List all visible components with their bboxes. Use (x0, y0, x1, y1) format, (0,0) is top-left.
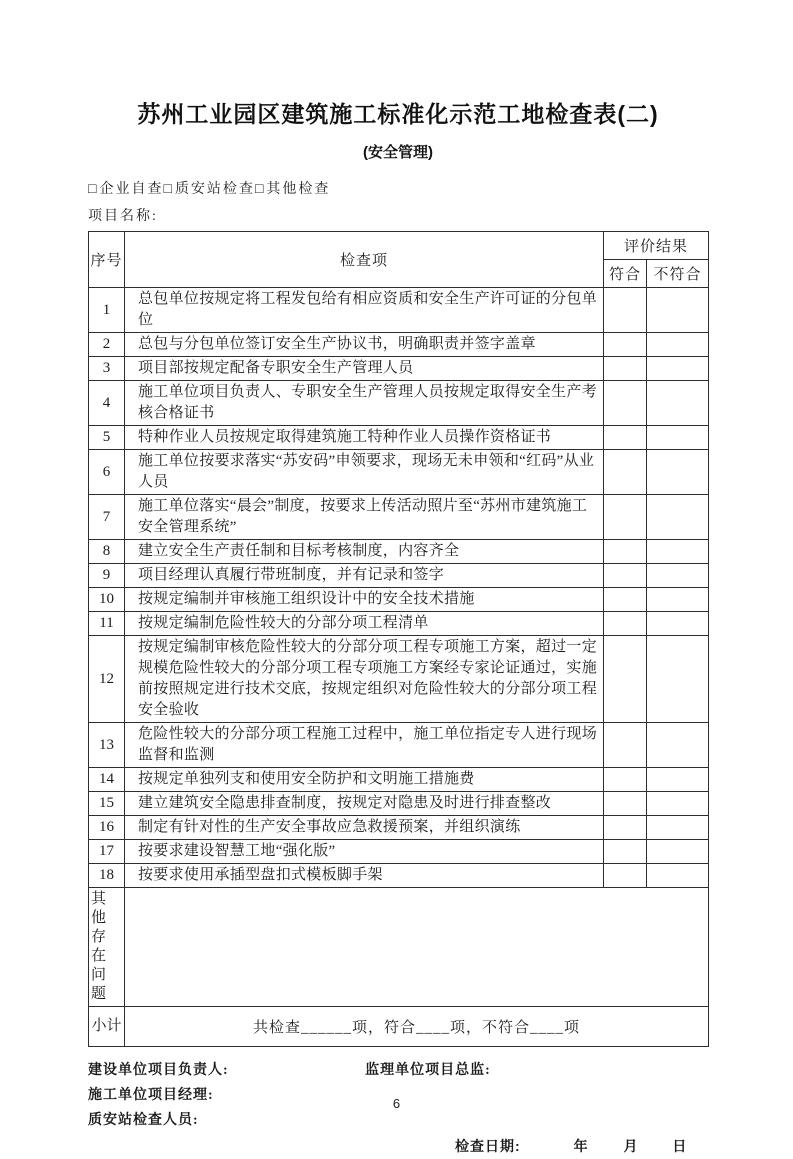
project-name-label: 项目名称: (88, 209, 158, 224)
row-text: 建立安全生产责任制和目标考核制度，内容齐全 (125, 540, 604, 564)
pass-cell[interactable] (604, 333, 647, 357)
qa-station-signature-label: 质安站检查人员: (88, 1113, 199, 1128)
row-text: 施工单位落实“晨会”制度，按要求上传活动照片至“苏州市建筑施工安全管理系统” (125, 495, 604, 540)
table-row (89, 357, 709, 381)
pass-cell[interactable] (604, 495, 647, 540)
row-text: 施工单位项目负责人、专职安全生产管理人员按规定取得安全生产考核合格证书 (125, 381, 604, 426)
table-row (89, 540, 709, 564)
fail-cell[interactable] (647, 792, 709, 816)
row-index: 9 (89, 564, 125, 588)
row-text: 总包与分包单位签订安全生产协议书，明确职责并签字盖章 (125, 333, 604, 357)
subtotal-label: 小计 (89, 1007, 125, 1047)
fail-cell[interactable] (647, 426, 709, 450)
subtotal-row (89, 1007, 709, 1047)
pass-cell[interactable] (604, 426, 647, 450)
row-index: 12 (89, 636, 125, 723)
col-header-result: 评价结果 (604, 232, 709, 260)
checklist-body (89, 288, 709, 888)
table-row (89, 288, 709, 333)
checklist-table (88, 231, 709, 1047)
row-text: 特种作业人员按规定取得建筑施工特种作业人员操作资格证书 (125, 426, 604, 450)
date-year-label: 年 (573, 1138, 589, 1154)
row-index: 4 (89, 381, 125, 426)
project-name-field[interactable] (88, 205, 708, 225)
pass-cell[interactable] (604, 636, 647, 723)
pass-cell[interactable] (604, 612, 647, 636)
row-text: 施工单位按要求落实“苏安码”申领要求，现场无未申领和“红码”从业人员 (125, 450, 604, 495)
fail-cell[interactable] (647, 381, 709, 426)
fail-cell[interactable] (647, 495, 709, 540)
other-issues-row (89, 888, 709, 1007)
fail-cell[interactable] (647, 564, 709, 588)
table-row (89, 864, 709, 888)
table-row (89, 495, 709, 540)
page-title: 苏州工业园区建筑施工标准化示范工地检查表(二) (137, 101, 659, 127)
row-index: 10 (89, 588, 125, 612)
date-day-label: 日 (672, 1138, 688, 1154)
row-index: 17 (89, 840, 125, 864)
date-month-label: 月 (623, 1138, 639, 1154)
row-text: 项目经理认真履行带班制度，并有记录和签字 (125, 564, 604, 588)
subtotal-text: 共检查______项，符合____项，不符合____项 (125, 1007, 709, 1047)
row-text: 按要求使用承插型盘扣式模板脚手架 (125, 864, 604, 888)
supervision-signature-label: 监理单位项目总监: (365, 1063, 491, 1078)
checklist-special-rows (89, 888, 709, 1047)
table-row (89, 792, 709, 816)
other-check-label: 其他检查 (266, 182, 331, 197)
enterprise-self-check-checkbox[interactable]: □ (88, 182, 99, 197)
other-issues-label: 其他存在问题 (89, 888, 125, 1007)
fail-cell[interactable] (647, 864, 709, 888)
row-text: 总包单位按规定将工程发包给有相应资质和安全生产许可证的分包单位 (125, 288, 604, 333)
table-row (89, 636, 709, 723)
row-text: 危险性较大的分部分项工程施工过程中，施工单位指定专人进行现场监督和监测 (125, 723, 604, 768)
fail-cell[interactable] (647, 723, 709, 768)
pass-cell[interactable] (604, 540, 647, 564)
row-text: 制定有针对性的生产安全事故应急救援预案，并组织演练 (125, 816, 604, 840)
row-index: 2 (89, 333, 125, 357)
fail-cell[interactable] (647, 768, 709, 792)
table-row (89, 450, 709, 495)
fail-cell[interactable] (647, 840, 709, 864)
other-check-checkbox[interactable]: □ (254, 182, 266, 197)
row-index: 15 (89, 792, 125, 816)
pass-cell[interactable] (604, 723, 647, 768)
row-text: 项目部按规定配备专职安全生产管理人员 (125, 357, 604, 381)
col-header-fail: 不符合 (647, 260, 709, 288)
table-row (89, 381, 709, 426)
col-header-pass: 符合 (604, 260, 647, 288)
pass-cell[interactable] (604, 357, 647, 381)
row-index: 11 (89, 612, 125, 636)
row-index: 3 (89, 357, 125, 381)
fail-cell[interactable] (647, 636, 709, 723)
row-text: 按规定编制危险性较大的分部分项工程清单 (125, 612, 604, 636)
pass-cell[interactable] (604, 816, 647, 840)
pass-cell[interactable] (604, 588, 647, 612)
table-row (89, 426, 709, 450)
fail-cell[interactable] (647, 357, 709, 381)
row-text: 按规定单独列支和使用安全防护和文明施工措施费 (125, 768, 604, 792)
fail-cell[interactable] (647, 333, 709, 357)
other-issues-field[interactable] (125, 888, 709, 1007)
pass-cell[interactable] (604, 450, 647, 495)
document-content (88, 0, 708, 1159)
page-subtitle: (安全管理) (363, 144, 433, 161)
row-index: 6 (89, 450, 125, 495)
contractor-signature-label: 施工单位项目经理: (88, 1088, 214, 1103)
pass-cell[interactable] (604, 381, 647, 426)
row-text: 按要求建设智慧工地“强化版” (125, 840, 604, 864)
row-text: 按规定编制审核危险性较大的分部分项工程专项施工方案，超过一定规模危险性较大的分部分项工程专项施工方案经专家论证通过，实施前按照规定进行技术交底，按规定组织对危险性较大的分部分项工程安全验收 (125, 636, 604, 723)
row-text: 按规定编制并审核施工组织设计中的安全技术措施 (125, 588, 604, 612)
table-row (89, 723, 709, 768)
inspection-date-label: 检查日期: (455, 1138, 521, 1154)
pass-cell[interactable] (604, 840, 647, 864)
enterprise-self-check-label: 企业自查 (99, 182, 164, 197)
page-number: 6 (392, 1096, 401, 1111)
row-index: 13 (89, 723, 125, 768)
row-index: 18 (89, 864, 125, 888)
check-type-line (88, 178, 708, 198)
row-index: 7 (89, 495, 125, 540)
signature-line-1 (88, 1058, 708, 1083)
qa-station-check-checkbox[interactable]: □ (163, 182, 174, 197)
row-index: 14 (89, 768, 125, 792)
row-index: 8 (89, 540, 125, 564)
table-row (89, 612, 709, 636)
row-index: 5 (89, 426, 125, 450)
table-row (89, 333, 709, 357)
fail-cell[interactable] (647, 450, 709, 495)
pass-cell[interactable] (604, 288, 647, 333)
table-row (89, 840, 709, 864)
col-header-index: 序号 (89, 232, 125, 288)
pass-cell[interactable] (604, 768, 647, 792)
qa-station-check-label: 质安站检查 (174, 182, 255, 197)
table-row (89, 816, 709, 840)
pass-cell[interactable] (604, 864, 647, 888)
fail-cell[interactable] (647, 288, 709, 333)
pass-cell[interactable] (604, 564, 647, 588)
pass-cell[interactable] (604, 792, 647, 816)
fail-cell[interactable] (647, 540, 709, 564)
row-index: 1 (89, 288, 125, 333)
row-index: 16 (89, 816, 125, 840)
owner-signature-label: 建设单位项目负责人: (88, 1063, 229, 1078)
header-row-1 (89, 232, 709, 260)
fail-cell[interactable] (647, 816, 709, 840)
row-text: 建立建筑安全隐患排查制度，按规定对隐患及时进行排查整改 (125, 792, 604, 816)
table-row (89, 768, 709, 792)
fail-cell[interactable] (647, 588, 709, 612)
fail-cell[interactable] (647, 612, 709, 636)
table-row (89, 588, 709, 612)
inspection-date-line (88, 1134, 708, 1159)
table-row (89, 564, 709, 588)
col-header-item: 检查项 (125, 232, 604, 288)
